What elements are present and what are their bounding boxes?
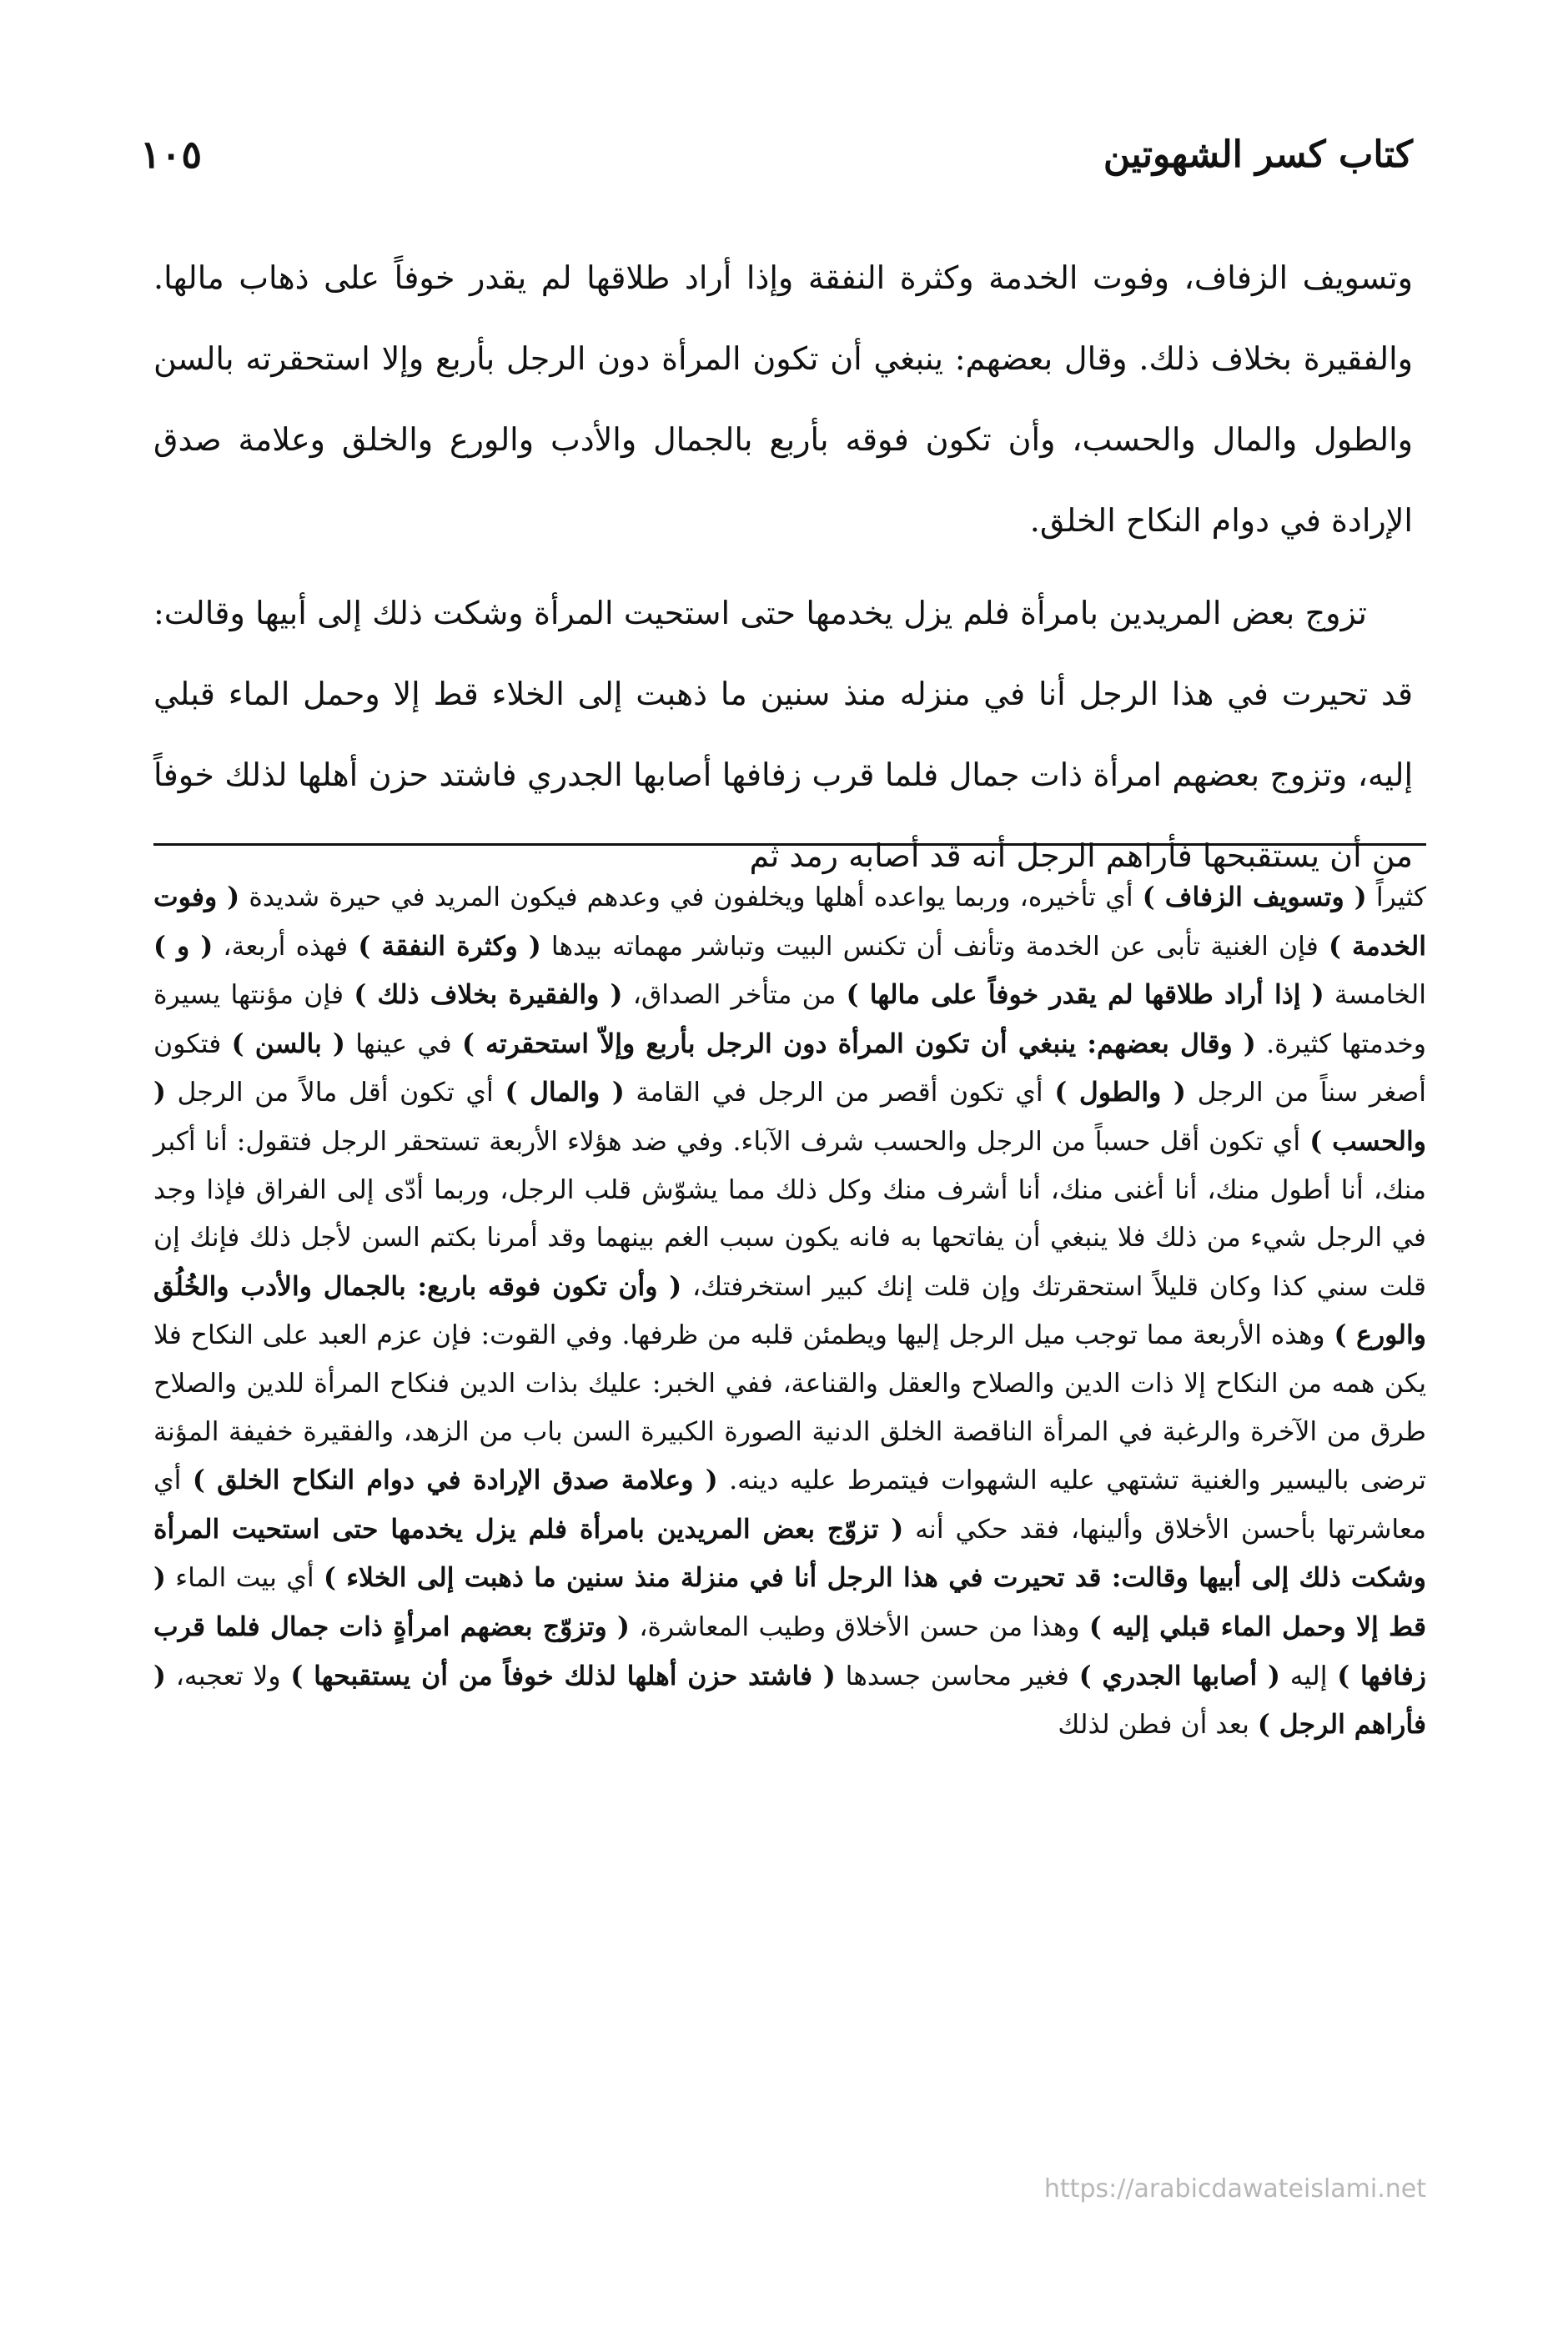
- commentary-text: من متأخر الصداق،: [622, 980, 847, 1011]
- commentary-quote: ( بالسن ): [231, 1028, 345, 1059]
- commentary-text: أي تكون أقل حسباً من الرجل والحسب شرف الآباء. وفي ضد هؤلاء الأربعة تستحقر الرجل فتقول: أنا أكبر منك، أنا أطول منك، أنا أغنى منك، أنا أشرف منك وكل ذلك مما يشوّش قلب الرجل، وربما أدّى إلى الفراق فإذا وجد في الرجل شيء من ذلك فلا ينبغي أن يفاتحها به فانه يكون سبب الغم بينهما وقد أمرنا بكتم السن لأجل ذلك فإنك إن قلت سني كذا وكان قليلاً استحقرتك وإن قلت إنك كبير استخرفتك،: [153, 1126, 1426, 1302]
- main-paragraph-1: وتسويف الزفاف، وفوت الخدمة وكثرة النفقة وإذا أراد طلاقها لم يقدر خوفاً على ذهاب مالها. والفقيرة بخلاف ذلك. وقال بعضهم: ينبغي أن تكون المرأة دون الرجل بأربع وإلا استحقرته بالسن والطول والمال والحسب، وأن تكون فوقه بأربع بالجمال والأدب والورع والخلق وعلامة صدق الإرادة في دوام النكاح الخلق.: [153, 259, 1413, 539]
- commentary: [153, 873, 1426, 1750]
- commentary-quote: ( وتسويف الزفاف ): [1142, 882, 1367, 912]
- commentary-quote: ( قط إلا وحمل الماء قبلي إليه ): [153, 1562, 1427, 1642]
- commentary-quote: ( فاشتد حزن أهلها لذلك خوفاً من أن يستقبحها ): [290, 1660, 836, 1691]
- main-paragraph-2: تزوج بعض المريدين بامرأة فلم يزل يخدمها حتى استحيت المرأة وشكت ذلك إلى أبيها وقالت: قد تحيرت في هذا الرجل أنا في منزله منذ سنين ما ذهبت إلى الخلاء قط إلا وحمل الماء قبلي إليه، وتزوج بعضهم امرأة ذات جمال فلما قرب زفافها أصابها الجدري فاشتد حزن أهلها لذلك خوفاً من أن يستقبحها فأراهم الرجل أنه قد أصابه رمد ثم: [153, 595, 1413, 874]
- commentary-text: فتكون أصغر سناً من الرجل: [153, 1028, 1427, 1108]
- commentary-quote: ( و ): [153, 930, 214, 962]
- commentary-text: كثيراً: [1366, 882, 1426, 912]
- commentary-text: فغير محاسن جسدها: [835, 1661, 1079, 1691]
- page-number: ١٠٥: [140, 132, 203, 177]
- commentary-quote: ( وعلامة صدق الإرادة في دوام النكاح الخلق ): [192, 1465, 718, 1496]
- running-title: كتاب كسر الشهوتين: [1103, 133, 1413, 176]
- separator-rule: [153, 843, 1426, 846]
- commentary-text: أي معاشرتها بأحسن الأخلاق وألينها، فقد حكي أنه: [153, 1465, 1426, 1545]
- commentary-text: وهذا من حسن الأخلاق وطيب المعاشرة،: [629, 1611, 1089, 1642]
- commentary-quote: ( وأن تكون فوقه باربع: بالجمال والأدب والخُلُق والورع ): [153, 1270, 1426, 1351]
- commentary-quote: ( فأراهم الرجل ): [153, 1660, 1426, 1741]
- commentary-text: فهذه أربعة،: [213, 931, 359, 962]
- commentary-quote: ( وفوت الخدمة ): [153, 882, 1427, 962]
- commentary-quote: ( وقال بعضهم: ينبغي أن تكون المرأة دون الرجل بأربع وإلاّ استحقرته ): [461, 1028, 1256, 1059]
- commentary-text: في عينها: [344, 1028, 462, 1059]
- main-text: [153, 238, 1413, 908]
- page-header: [140, 125, 1413, 183]
- commentary-text: أي تأخيره، وربما يواعده أهلها ويخلفون في وعدهم فيكون المريد في حيرة شديدة: [239, 882, 1143, 912]
- watermark-url: https://arabicdawateislami.net: [1043, 2174, 1426, 2204]
- commentary-text: أي بيت الماء: [165, 1563, 324, 1594]
- commentary-quote: ( والحسب ): [153, 1077, 1426, 1157]
- commentary-text: أي تكون أقصر من الرجل في القامة: [624, 1078, 1055, 1108]
- commentary-quote: ( والفقيرة بخلاف ذلك ): [354, 979, 623, 1011]
- commentary-text: بعد أن فطن لذلك: [1058, 1710, 1258, 1741]
- commentary-quote: ( إذا أراد طلاقها لم يقدر خوفاً على مالها ): [846, 979, 1324, 1011]
- commentary-quote: ( وكثرة النفقة ): [358, 930, 541, 962]
- commentary-text: إليه: [1279, 1661, 1338, 1691]
- commentary-quote: ( تزوّج بعض المريدين بامرأة فلم يزل يخدمها حتى استحيت المرأة وشكت ذلك إلى أبيها وقالت: قد تحيرت في هذا الرجل أنا في منزلة منذ سنين ما ذهبت إلى الخلاء ): [153, 1513, 1426, 1594]
- commentary-text: ولا تعجبه،: [165, 1661, 291, 1691]
- commentary-text: أي تكون أقل مالاً من الرجل: [165, 1078, 505, 1108]
- commentary-text: وهذه الأربعة مما توجب ميل الرجل إليها ويطمئن قلبه من ظرفها. وفي القوت: فإن عزم العبد على النكاح فلا يكن همه من النكاح إلا ذات الدين والصلاح والعقل والقناعة، ففي الخبر: عليك بذات الدين فنكاح المرأة للدين والصلاح طرق من الآخرة والرغبة في المرأة الناقصة الخلق الدنية الصورة الكبيرة السن باب من الزهد، والفقيرة خفيفة المؤنة ترضى باليسير والغنية تشتهي عليه الشهوات فيتمرط عليه دينه.: [153, 1320, 1426, 1496]
- commentary-text: فإن الغنية تأبى عن الخدمة وتأنف أن تكنس البيت وتباشر مهماته بيدها: [540, 931, 1329, 962]
- commentary-quote: ( أصابها الجدري ): [1078, 1660, 1280, 1691]
- commentary-quote: ( والطول ): [1054, 1077, 1186, 1108]
- commentary-text: فإن مؤنتها يسيرة وخدمتها كثيرة.: [153, 980, 1426, 1059]
- commentary-quote: ( وتزوّج بعضهم امرأةٍ ذات جمال فلما قرب زفافها ): [153, 1611, 1426, 1691]
- commentary-quote: ( والمال ): [505, 1077, 625, 1108]
- commentary-text: الخامسة: [1324, 980, 1427, 1011]
- commentary-paragraph: [153, 873, 1426, 1750]
